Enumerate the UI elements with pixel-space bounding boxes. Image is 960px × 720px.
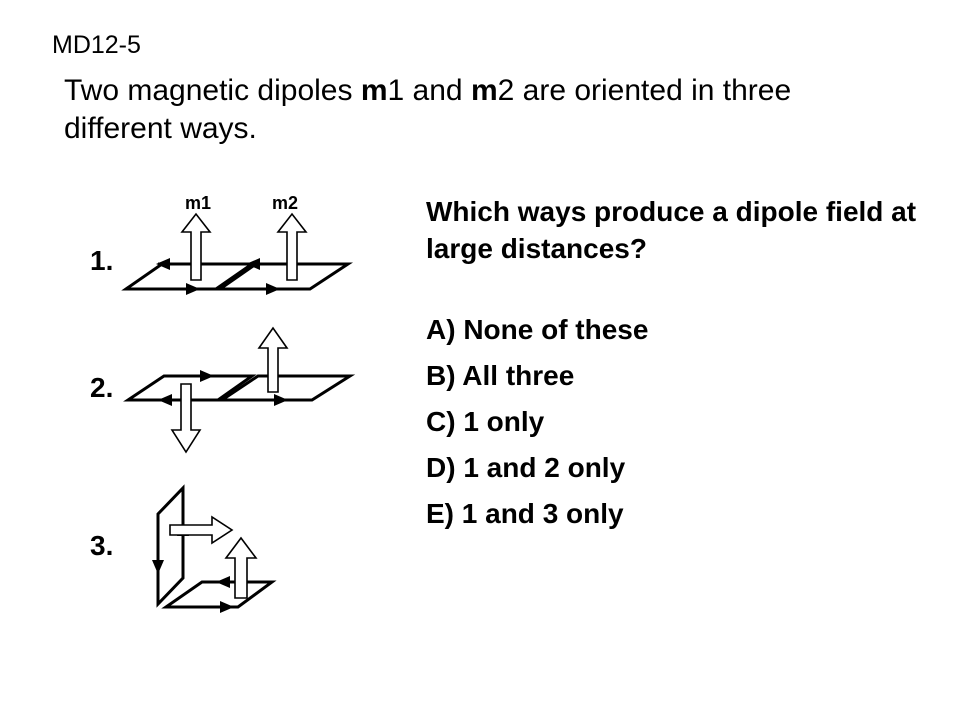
row1-loop-m1	[126, 264, 252, 289]
choice-c: C) 1 only	[426, 406, 545, 437]
row2-loop-m2	[222, 376, 350, 400]
intro-m2: m	[470, 74, 498, 107]
row3-m2-moment-arrow-up	[226, 538, 256, 598]
choice-d: D) 1 and 2 only	[426, 452, 626, 483]
choice-e: E) 1 and 3 only	[426, 498, 624, 529]
row3-loop-m2	[166, 582, 272, 607]
row1-m1-moment-arrow-up	[182, 214, 210, 280]
row1-m2-moment-arrow-up	[278, 214, 306, 280]
intro-part3: are oriented in three different ways.	[64, 74, 792, 145]
row1-loop-m2	[220, 264, 348, 289]
choice-b: B) All three	[426, 360, 575, 391]
row1-diagram	[126, 214, 348, 289]
label-m1: m1	[185, 193, 212, 213]
choice-a: A) None of these	[426, 314, 649, 345]
intro-m1: m	[360, 74, 388, 107]
intro-part1: Two magnetic dipoles	[64, 74, 361, 107]
row2-m1-moment-arrow-down	[172, 384, 200, 452]
intro-part2: and	[404, 74, 471, 107]
slide-id: MD12-5	[52, 31, 141, 59]
intro-m2-sub: 2	[497, 74, 515, 107]
row-number-1: 1.	[90, 245, 114, 276]
answer-choices	[426, 313, 648, 543]
row-number-2: 2.	[90, 372, 114, 403]
row2-m2-moment-arrow-up	[259, 328, 287, 392]
intro-m1-sub: 1	[387, 74, 405, 107]
row3-loop-m1-vertical	[158, 488, 183, 604]
row3-diagram	[158, 488, 272, 607]
label-m2: m2	[272, 193, 299, 213]
question-text: Which ways produce a dipole field at large distances?	[426, 196, 917, 264]
row2-diagram	[128, 328, 350, 452]
row-number-3: 3.	[90, 530, 114, 561]
row3-m1-moment-arrow-right	[170, 517, 232, 543]
